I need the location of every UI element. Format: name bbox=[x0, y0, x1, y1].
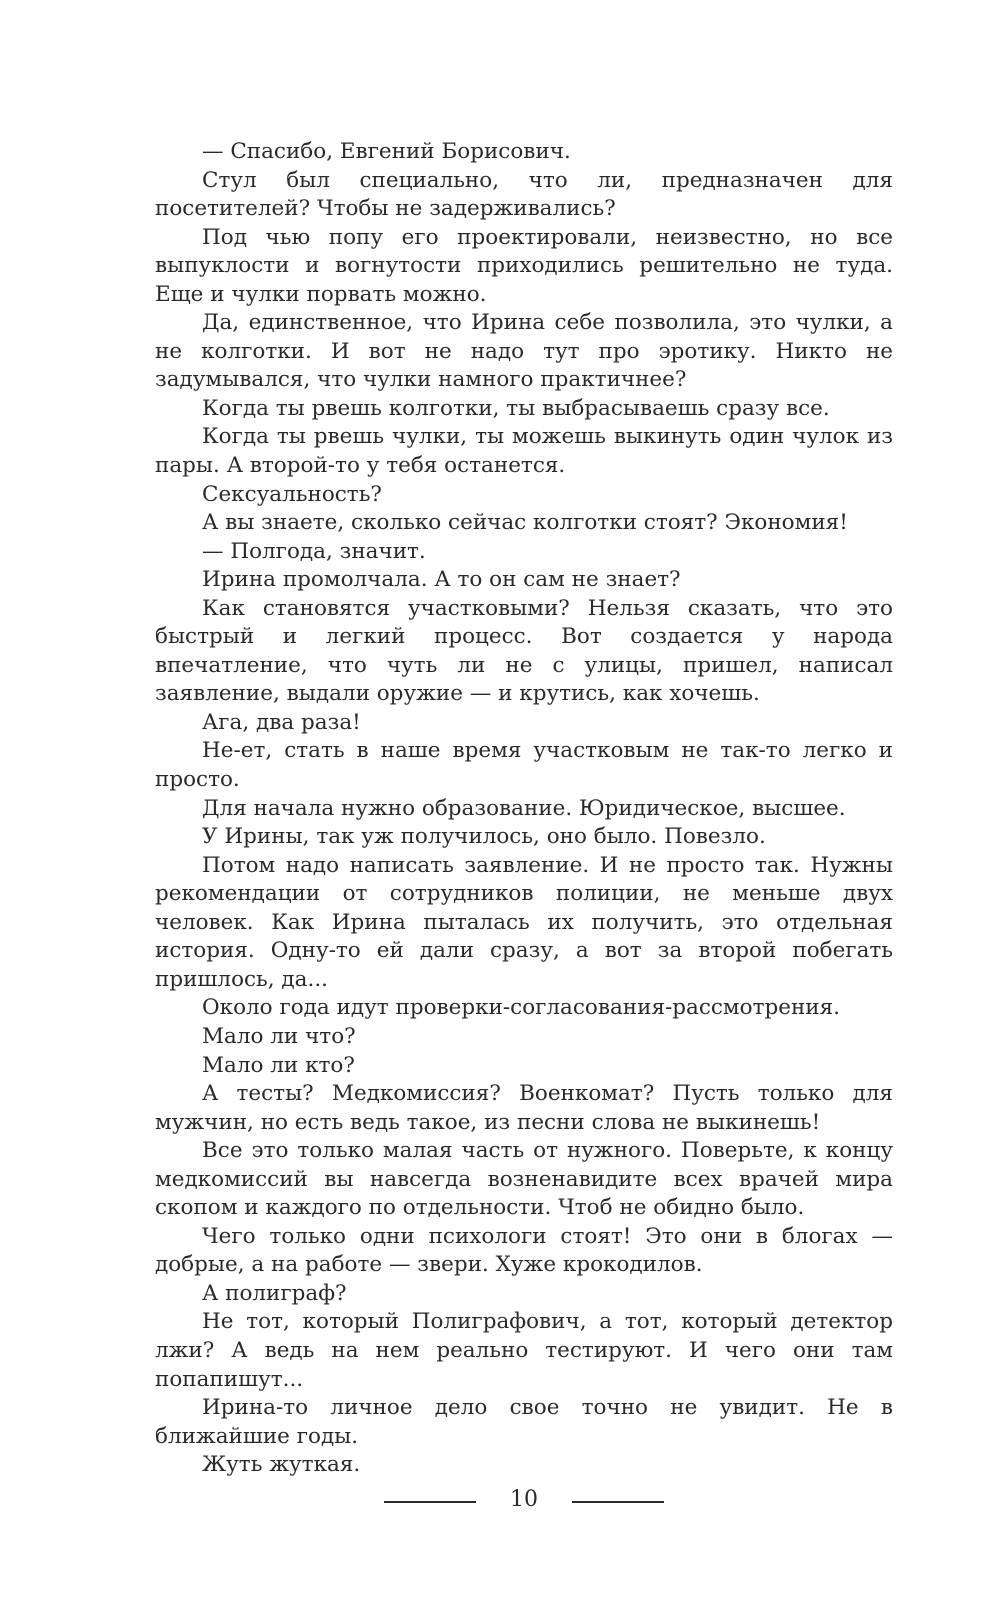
paragraph: Ага, два раза! bbox=[202, 709, 361, 735]
paragraph: Стул был специально, что ли, предназначен для посетителей? Чтобы не задерживались? bbox=[155, 167, 893, 222]
page-footer bbox=[0, 1480, 1000, 1520]
paragraph: Чего только одни психологи стоят! Это они в блогах — добрые, а на работе — звери. Хуже крокодилов. bbox=[155, 1223, 893, 1278]
paragraph: Когда ты рвешь чулки, ты можешь выкинуть один чулок из пары. А второй-то у тебя останется. bbox=[155, 424, 893, 479]
paragraph: Мало ли кто? bbox=[202, 1052, 355, 1078]
paragraph: Для начала нужно образование. Юридическое, высшее. bbox=[202, 795, 846, 821]
paragraph: Ирина промолчала. А то он сам не знает? bbox=[202, 567, 681, 593]
paragraph: Около года идут проверки-согласования-рассмотрения. bbox=[202, 995, 841, 1021]
paragraph: — Полгода, значит. bbox=[202, 538, 426, 564]
footer-rule-left bbox=[384, 1501, 476, 1503]
body-text bbox=[155, 138, 893, 1480]
paragraph: — Спасибо, Евгений Борисович. bbox=[202, 139, 571, 164]
paragraph: Все это только малая часть от нужного. Поверьте, к концу медкомиссий вы навсегда возненавидите всех врачей мира скопом и каждого по отдельности. Чтоб не обидно было. bbox=[155, 1138, 893, 1221]
paragraph: Когда ты рвешь колготки, ты выбрасываешь сразу все. bbox=[202, 395, 830, 421]
paragraph: Сексуальность? bbox=[202, 481, 382, 507]
paragraph: У Ирины, так уж получилось, оно было. Повезло. bbox=[202, 824, 766, 850]
paragraph: Потом надо написать заявление. И не просто так. Нужны рекомендации от сотрудников полиции, не меньше двух человек. Как Ирина пыталась их получить, это отдельная история. Одну-то ей дали сразу, а вот за второй побегать пришлось, да... bbox=[155, 852, 893, 992]
paragraph: Да, единственное, что Ирина себе позволила, это чулки, а не колготки. И вот не надо тут про эротику. Никто не задумывался, что чулки намного практичнее? bbox=[155, 310, 893, 393]
page-number: 10 bbox=[510, 1487, 538, 1512]
footer-rule-right bbox=[572, 1501, 664, 1503]
paragraph: А полиграф? bbox=[202, 1280, 347, 1306]
paragraph: Под чью попу его проектировали, неизвестно, но все выпуклости и вогнутости приходились решительно не туда. Еще и чулки порвать можно. bbox=[155, 224, 893, 307]
paragraph: А вы знаете, сколько сейчас колготки стоят? Экономия! bbox=[202, 510, 848, 536]
paragraph: Как становятся участковыми? Нельзя сказать, что это быстрый и легкий процесс. Вот создается у народа впечатление, что чуть ли не с улицы, пришел, написал заявление, выдали оружие — и крутись, как хочешь. bbox=[155, 595, 893, 707]
paragraph: А тесты? Медкомиссия? Военкомат? Пусть только для мужчин, но есть ведь такое, из песни слова не выкинешь! bbox=[155, 1081, 893, 1135]
paragraph: Жуть жуткая. bbox=[202, 1452, 361, 1478]
paragraph: Мало ли что? bbox=[202, 1023, 356, 1049]
paragraph: Не тот, который Полиграфович, а тот, который детектор лжи? А ведь на нем реально тестируют. И чего они там попапишут... bbox=[155, 1309, 893, 1392]
paragraph: Не-ет, стать в наше время участковым не так-то легко и просто. bbox=[155, 738, 893, 793]
paragraph: Ирина-то личное дело свое точно не увидит. Не в ближайшие годы. bbox=[155, 1395, 893, 1449]
